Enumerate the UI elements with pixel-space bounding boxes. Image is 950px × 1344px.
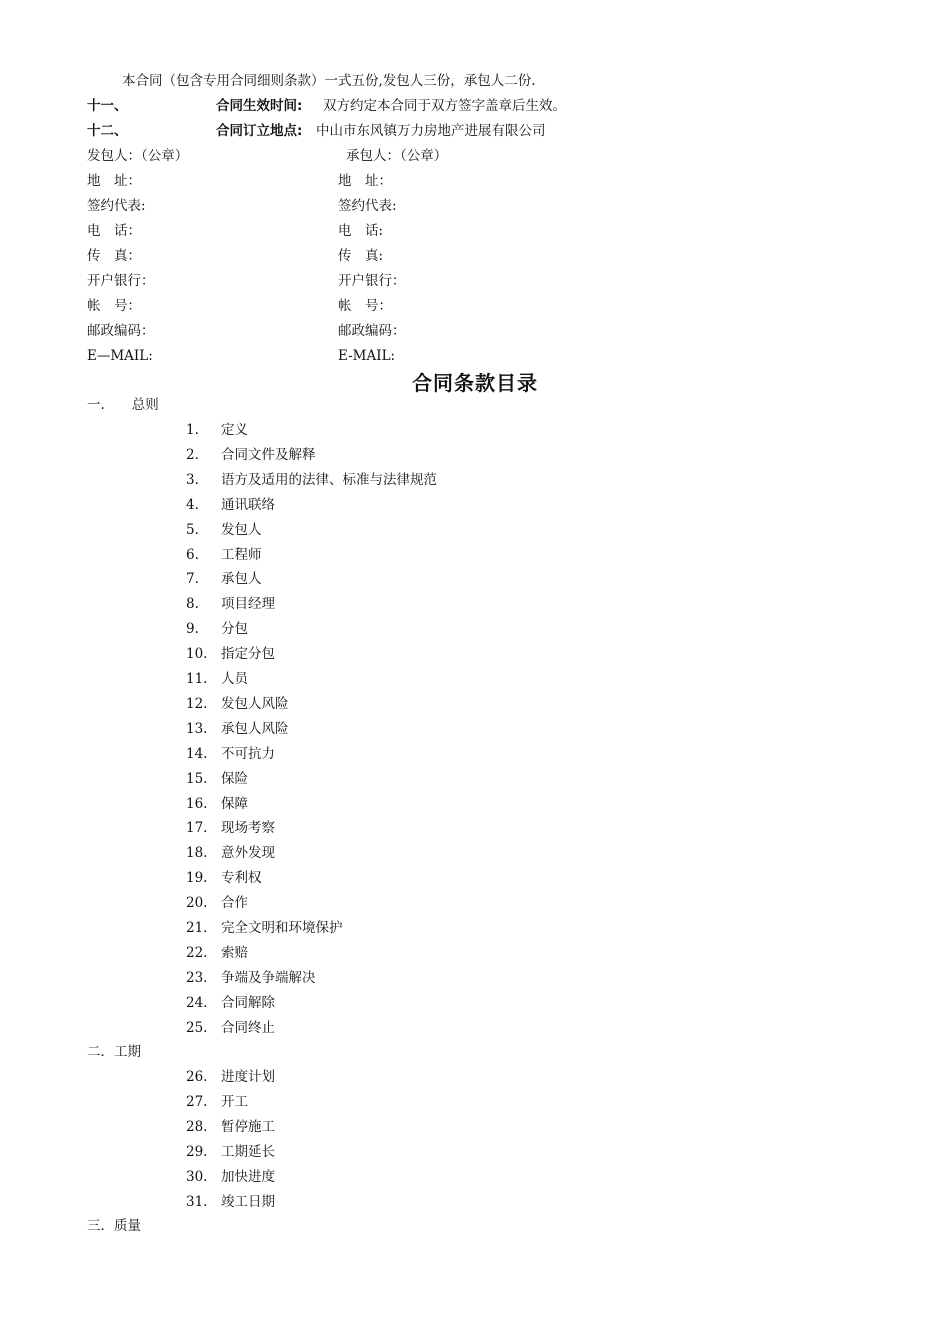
toc-item-number: 27. — [186, 1094, 208, 1110]
toc-item — [186, 496, 275, 516]
toc-item-number: 8. — [186, 596, 199, 612]
toc-item-number: 6. — [186, 547, 199, 563]
toc-item-title: 合同解除 — [221, 995, 275, 1011]
toc-item — [186, 695, 289, 715]
toc-item — [186, 1193, 275, 1213]
toc-item-title: 合同终止 — [221, 1020, 275, 1036]
clause-12-label: 合同订立地点: — [216, 123, 303, 139]
toc-item-title: 开工 — [221, 1094, 248, 1110]
toc-item — [186, 770, 248, 790]
toc-item — [186, 994, 275, 1014]
toc-item-number: 28. — [186, 1119, 208, 1135]
toc-item-title: 承包人风险 — [221, 721, 289, 737]
toc-item-number: 18. — [186, 845, 208, 861]
contractor-phone: 电 话: — [338, 223, 384, 239]
section-1-heading: 一. 总则 — [87, 397, 159, 413]
toc-item-title: 保险 — [221, 771, 248, 787]
toc-item-title: 定义 — [221, 422, 248, 438]
toc-item-title: 合同文件及解释 — [221, 447, 316, 463]
employer-address: 地 址： — [87, 173, 141, 189]
toc-item — [186, 645, 275, 665]
contractor-email: E-MAIL: — [338, 348, 396, 364]
toc-item-title: 加快进度 — [221, 1169, 275, 1185]
toc-item-number: 29. — [186, 1144, 208, 1160]
toc-item-number: 21. — [186, 920, 208, 936]
toc-item — [186, 844, 275, 864]
toc-item — [186, 1118, 275, 1138]
toc-item-number: 14. — [186, 746, 208, 762]
contractor-postcode: 邮政编码： — [338, 323, 406, 339]
toc-item — [186, 745, 275, 765]
toc-item — [186, 595, 275, 615]
toc-item-number: 23. — [186, 970, 208, 986]
toc-item-number: 24. — [186, 995, 208, 1011]
toc-item-title: 人员 — [221, 671, 248, 687]
section-3-heading: 三．质量 — [87, 1218, 141, 1234]
contractor-seal: 承包人：（公章） — [346, 148, 448, 164]
employer-bank: 开户银行： — [87, 273, 155, 289]
contractor-account: 帐 号： — [338, 298, 392, 314]
toc-item-number: 31. — [186, 1194, 208, 1210]
toc-item-title: 工程师 — [221, 547, 262, 563]
employer-postcode: 邮政编码： — [87, 323, 155, 339]
employer-representative: 签约代表: — [87, 198, 146, 214]
toc-item-number: 7. — [186, 571, 199, 587]
toc-item — [186, 869, 262, 889]
toc-item-title: 争端及争端解决 — [221, 970, 316, 986]
toc-item-number: 3. — [186, 472, 199, 488]
toc-item-title: 保障 — [221, 796, 248, 812]
contractor-representative: 签约代表: — [338, 198, 397, 214]
toc-item-number: 5. — [186, 522, 199, 538]
toc-item-title: 完全文明和环境保护 — [221, 920, 343, 936]
toc-item-title: 合作 — [221, 895, 248, 911]
toc-item — [186, 894, 248, 914]
employer-seal: 发包人：（公章） — [87, 148, 189, 164]
clause-12-text: 中山市东风镇万力房地产进展有限公司 — [316, 123, 546, 139]
toc-item-title: 竣工日期 — [221, 1194, 275, 1210]
employer-phone: 电 话： — [87, 223, 141, 239]
section-2-heading: 二．工期 — [87, 1044, 141, 1060]
toc-item — [186, 670, 248, 690]
toc-item — [186, 421, 248, 441]
toc-item — [186, 1168, 275, 1188]
clause-11-text: 双方约定本合同于双方签字盖章后生效。 — [323, 98, 566, 114]
toc-item — [186, 1019, 275, 1039]
toc-item-number: 11. — [186, 671, 208, 687]
toc-item — [186, 1143, 275, 1163]
toc-item-number: 20. — [186, 895, 208, 911]
toc-item — [186, 819, 275, 839]
toc-item-title: 索赔 — [221, 945, 248, 961]
toc-item — [186, 521, 262, 541]
clause-11-number: 十一、 — [87, 98, 128, 114]
toc-item — [186, 919, 343, 939]
toc-item — [186, 1093, 248, 1113]
toc-item-title: 语方及适用的法律、标准与法律规范 — [221, 472, 437, 488]
toc-item-number: 25. — [186, 1020, 208, 1036]
toc-item — [186, 446, 316, 466]
clause-12-number: 十二、 — [87, 123, 128, 139]
toc-item — [186, 795, 248, 815]
clause-11-label: 合同生效时间: — [216, 98, 303, 114]
employer-email: E—MAIL: — [87, 348, 153, 364]
toc-item-title: 工期延长 — [221, 1144, 275, 1160]
toc-item-number: 2. — [186, 447, 199, 463]
toc-title: 合同条款目录 — [412, 371, 538, 395]
toc-item-title: 分包 — [221, 621, 248, 637]
toc-item-title: 项目经理 — [221, 596, 275, 612]
toc-item-title: 发包人 — [221, 522, 262, 538]
toc-item-number: 15. — [186, 771, 208, 787]
copies-sentence: 本合同（包含专用合同细则条款）一式五份,发包人三份，承包人二份. — [122, 73, 536, 89]
toc-item — [186, 570, 262, 590]
toc-item-number: 16. — [186, 796, 208, 812]
toc-item-title: 专利权 — [221, 870, 262, 886]
toc-item — [186, 1068, 275, 1088]
toc-item-number: 9. — [186, 621, 199, 637]
toc-item-number: 12. — [186, 696, 208, 712]
employer-account: 帐 号： — [87, 298, 141, 314]
toc-item-title: 现场考察 — [221, 820, 275, 836]
toc-item-number: 19. — [186, 870, 208, 886]
toc-item-title: 通讯联络 — [221, 497, 275, 513]
contractor-address: 地 址： — [338, 173, 392, 189]
toc-item-number: 13. — [186, 721, 208, 737]
toc-item-title: 意外发现 — [221, 845, 275, 861]
toc-item-number: 4. — [186, 497, 199, 513]
contractor-fax: 传 真: — [338, 248, 384, 264]
contractor-bank: 开户银行： — [338, 273, 406, 289]
toc-item-title: 进度计划 — [221, 1069, 275, 1085]
toc-item-title: 不可抗力 — [221, 746, 275, 762]
toc-item-number: 10. — [186, 646, 208, 662]
toc-item-title: 承包人 — [221, 571, 262, 587]
toc-item-number: 30. — [186, 1169, 208, 1185]
toc-item — [186, 720, 289, 740]
toc-item — [186, 471, 437, 491]
toc-item-title: 指定分包 — [221, 646, 275, 662]
toc-item — [186, 969, 316, 989]
toc-item — [186, 546, 262, 566]
toc-item-title: 发包人风险 — [221, 696, 289, 712]
toc-item-number: 17. — [186, 820, 208, 836]
toc-item — [186, 944, 248, 964]
employer-fax: 传 真： — [87, 248, 141, 264]
toc-item-number: 26. — [186, 1069, 208, 1085]
toc-item-number: 22. — [186, 945, 208, 961]
toc-item-title: 暂停施工 — [221, 1119, 275, 1135]
toc-item — [186, 620, 248, 640]
toc-item-number: 1. — [186, 422, 199, 438]
